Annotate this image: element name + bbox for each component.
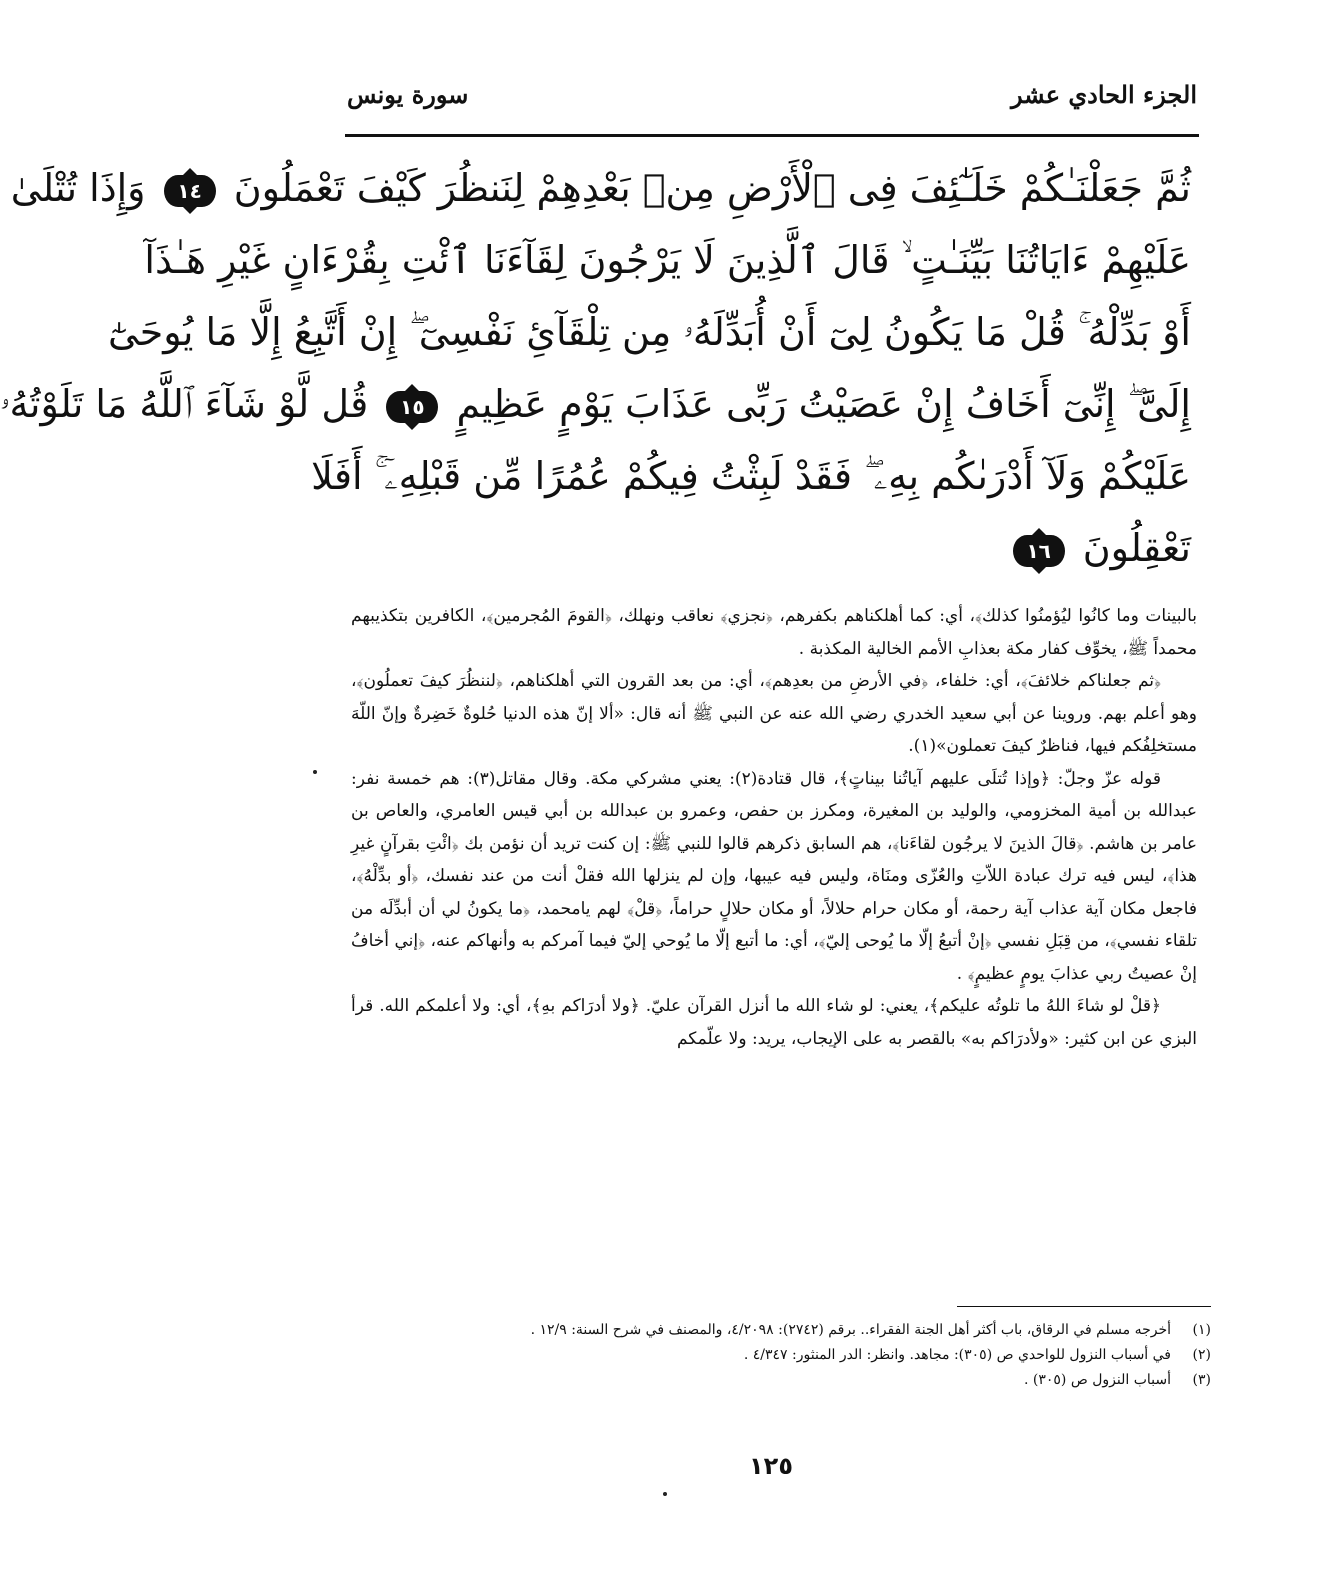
quran-line [357, 512, 1191, 584]
footnote-number: (٣) [1192, 1372, 1211, 1388]
page-number: ١٢٥ [749, 1452, 793, 1480]
quran-segment: وَإِذَا تُتْلَىٰ [10, 166, 146, 210]
commentary-paragraph: ﴿ثم جعلناكم خلائفَ﴾، أي: خلفاء، ﴿في الأرضِ من بعدِهم﴾، أي: من بعد القرون التي أهلكناهم، ﴿لننظُرَ كيفَ تعملُون﴾، وهو أعلم بهم. وروينا عن أبي سعيد الخدري رضي الله عنه عن النبي ﷺ أنه قال: «ألا إنّ هذه الدنيا حُلوةٌ خَضِرةٌ وإنّ اللّهَ مستخلِفُكم فيها، فناظرٌ كيفَ تعملون»(١). [351, 671, 1197, 756]
footnote-number: (٢) [1192, 1347, 1211, 1363]
quran-line [0, 368, 1191, 440]
quran-segment: تَعْقِلُونَ [1082, 526, 1191, 570]
running-head [347, 80, 1197, 109]
quran-text-block [0, 152, 1191, 584]
footnote [351, 1318, 1211, 1343]
ayah-number-marker: ١٦ [1013, 535, 1065, 567]
ayah-number-marker: ١٤ [164, 175, 216, 207]
part-title: الجزء الحادي عشر [1011, 80, 1197, 109]
quran-line [311, 440, 1191, 512]
footnote [351, 1368, 1211, 1393]
footnote-number: (١) [1192, 1322, 1211, 1338]
scan-speck [313, 770, 317, 774]
footnote-rule [957, 1306, 1211, 1307]
quran-segment: عَلَيْكُمْ وَلَآ أَدْرَىٰكُم بِهِۦ ۖ فَقَدْ لَبِثْتُ فِيكُمْ عُمُرًا مِّن قَبْلِهِۦٓ ۚ أَفَلَا [311, 454, 1191, 498]
quran-segment: أَوْ بَدِّلْهُ ۚ قُلْ مَا يَكُونُ لِىٓ أَنْ أُبَدِّلَهُۥ مِن تِلْقَآئِ نَفْسِىٓ ۖ إِنْ أَتَّبِعُ إِلَّا مَا يُوحَىٰٓ [108, 310, 1191, 354]
quran-line [10, 152, 1191, 224]
quran-line [144, 224, 1191, 296]
quran-segment: قُل لَّوْ شَآءَ ٱللَّهُ مَا تَلَوْتُهُۥ [0, 382, 369, 426]
commentary-paragraph: بالبينات وما كانُوا ليُؤمنُوا كذلك﴾، أي: كما أهلكناهم بكفرهم، ﴿نجزي﴾ نعاقب ونهلك، ﴿القومَ المُجرمين﴾، الكافرين بتكذيبهم محمداً ﷺ، يخوِّف كفار مكة بعذابِ الأمم الخالية المكذبة . [351, 606, 1197, 659]
commentary-paragraph: ﴿قلْ لو شاءَ اللهُ ما تلوتُه عليكم﴾، يعني: لو شاء الله ما أنزل القرآن عليّ. ﴿ولا أدرَاكم بهِ﴾، أي: ولا أعلمكم الله. قرأ البزي عن ابن كثير: «ولأدرَاكم به» بالقصر به على الإيجاب، يريد: ولا علّمكم [351, 996, 1197, 1049]
header-rule [345, 134, 1199, 137]
ayah-number-marker: ١٥ [386, 391, 438, 423]
quran-segment: ثُمَّ جَعَلْنَـٰكُمْ خَلَـٰٓئِفَ فِى ٱلْأَرْضِ مِنۢ بَعْدِهِمْ لِنَنظُرَ كَيْفَ تَعْمَلُونَ [233, 166, 1191, 210]
scan-speck [663, 1492, 667, 1496]
quran-segment: عَلَيْهِمْ ءَايَاتُنَا بَيِّنَـٰتٍ ۙ قَالَ ٱلَّذِينَ لَا يَرْجُونَ لِقَآءَنَا ٱئْتِ بِقُرْءَانٍ غَيْرِ هَـٰذَآ [144, 238, 1191, 282]
quran-segment: إِلَىَّ ۖ إِنِّىٓ أَخَافُ إِنْ عَصَيْتُ رَبِّى عَذَابَ يَوْمٍ عَظِيمٍ [456, 382, 1191, 426]
quran-line [108, 296, 1191, 368]
footnote-text: في أسباب النزول للواحدي ص (٣٠٥): مجاهد. وانظر: الدر المنثور: ٤/٣٤٧ . [743, 1347, 1171, 1363]
tafsir-commentary [351, 600, 1197, 1055]
footnote-text: أخرجه مسلم في الرقاق، باب أكثر أهل الجنة الفقراء.. برقم (٢٧٤٢): ٤/٢٠٩٨، والمصنف في شرح السنة: ١٢/٩ . [530, 1322, 1171, 1338]
footnotes [351, 1318, 1211, 1393]
footnote [351, 1343, 1211, 1368]
commentary-paragraph: قوله عزّ وجلّ: ﴿وإذا تُتلَى عليهم آياتُنا بيناتٍ﴾، قال قتادة(٢): يعني مشركي مكة. وقال مقاتل(٣): هم خمسة نفر: عبدالله بن أمية المخزومي، والوليد بن المغيرة، ومكرز بن حفص، وعمرو بن عبدالله بن أبي قيس العامري، والعاص بن عامر بن هاشم. ﴿قالَ الذينَ لا يرجُون لقاءَنا﴾، هم السابق ذكرهم قالوا للنبي ﷺ: إن كنت تريد أن نؤمن بك ﴿ائْتِ بقرآنٍ غيرِ هذا﴾، ليس فيه ترك عبادة اللاّتِ والعُزّى ومنَاة، وليس فيه عيبها، وإن لم ينزلها الله فقلْ أنت من عند نفسك، ﴿أو بدِّلْهُ﴾، فاجعل مكان آية عذاب آية رحمة، أو مكان حرام حلالاً، أو مكان حلالٍ حراماً، ﴿قلْ﴾ لهم يامحمد، ﴿ما يكونُ لي أن أبدِّلَه من تلقاء نفسي﴾، من قِبَلِ نفسي ﴿إنْ أتبعُ إلّا ما يُوحى إليّ﴾، أي: ما أتبع إلّا ما يُوحي إليّ فيما آمركم به وأنهاكم عنه، ﴿إني أخافُ إنْ عصيتُ ربي عذابَ يومٍ عظيمٍ﴾ . [351, 768, 1197, 984]
surah-title: سورة يونس [347, 80, 469, 109]
footnote-text: أسباب النزول ص (٣٠٥) . [1023, 1372, 1171, 1388]
